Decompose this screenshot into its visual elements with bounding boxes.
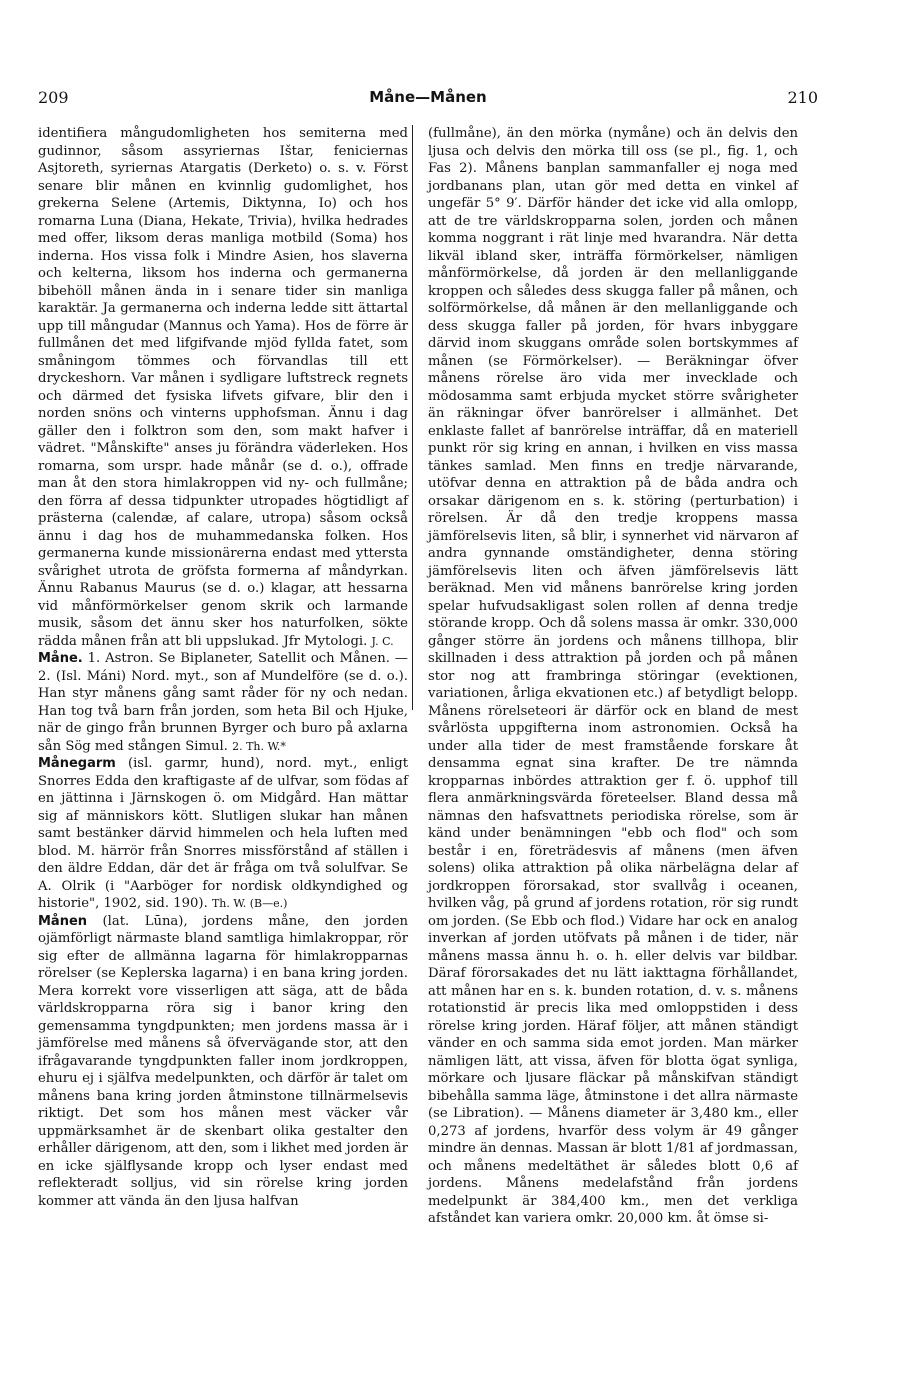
entry-text: (isl. garmr, hund), nord. myt., enligt Snorres Edda den kraftigaste af de ulfvar, som födas af en jättinna i Järnskogen ö. om Midgård. Han mättar sig af människors kött. Slutligen slukar han månen samt bestänker därvid himmelen och hela luften med blod. M. härrör från Snorres missförstånd af ställen i den äldre Eddan, där det är fråga om två solulfvar. Se A. Olrik (i "Aarböger for nordisk oldkyndighed og historie", 1902, sid. 190).: [38, 756, 408, 911]
paragraph-text: identifiera mångudomligheten hos semiterna med gudinnor, såsom assyriernas Ištar, feniciernas Asjtoreth, syriernas Atargatis (Derketo) o. s. v. Först senare blir månen en kvinnlig gudomlighet, hos grekerna Selene (Artemis, Diktynna, Io) och hos romarna Luna (Diana, Hekate, Trivia), hvilka hedrades med offer, liksom deras manliga motbild (Soma) hos inderna. Hos vissa folk i Mindre Asien, hos slaverna och kelterna, liksom hos inderna och germanerna bibehöll månen ända in i senare tider sin manliga karaktär. Ja germanerna och inderna ledde sitt ättartal upp till mångudar (Mannus och Yama). Hos de förre är fullmånen det med lifgifvande mjöd fyllda fatet, som småningom tömmes och förvandlas till ett dryckeshorn. Var månen i sydligare luftstreck regnets och därmed det fysiska lifvets gifvare, blir den i norden snöns och vinterns upphofsman. Ännu i dag gäller den i folktron som den, som makt hafver i vädret. "Månskifte" anses ju förändra väderleken. Hos romarna, som urspr. hade månår (se d. o.), offrade man åt den stora himlakroppen vid ny- och fullmåne; den förra af dessa tidpunkter utropades högtidligt af prästerna (calendæ, af calare, utropa) såsom också ännu i dag hos de muhammedanska folken. Hos germanerna kunde missionärerna endast med yttersta svårighet utrota de gröfsta formerna af måndyrkan. Ännu Rabanus Maurus (se d. o.) klagar, att hessarna vid månförmörkelser genom skrik och larmande musik, såsom det ännu sker hos naturfolken, sökte rädda månen från att bli uppslukad. Jfr Mytologi.: [38, 126, 408, 649]
author-signature: 2. Th. W.*: [232, 739, 286, 753]
article-paragraph: [428, 125, 798, 1228]
paragraph-text: (fullmåne), än den mörka (nymåne) och än delvis den ljusa och delvis den mörka till oss (se pl., fig. 1, och Fas 2). Månens banplan sammanfaller ej noga med jordbanans plan, utan gör med detta en vinkel af ungefär 5° 9′. Därför händer det icke vid alla omlopp, att de tre världskropparna solen, jorden och månen komma noggrant i rät linje med hvarandra. När detta likväl ibland sker, inträffa förmörkelser, nämligen månförmörkelse, då jorden är den mellanliggande kroppen och således dess skugga faller på månen, och solförmörkelse, då månen är den mellanliggande och dess skugga faller på jorden, för hvars inbyggare därvid inom skuggans område solen bortskymmes af månen (se Förmörkelser). — Beräkningar öfver månens rörelse äro vida mer invecklade och mödosamma samt erbjuda mycket större svårigheter än räkningar öfver banrörelser i allmänhet. Det enklaste fallet af banrörelse inträffar, då en materiell punkt rör sig kring en annan, i hvilken en viss massa tänkes samlad. Men finns en tredje närvarande, utöfvar denna en attraktion på de båda andra och orsakar därigenom en s. k. störing (perturbation) i rörelsen. Är då den tredje kroppens massa jämförelsevis liten, så blir, i synnerhet vid närvaron af andra gynnande omständigheter, denna störing jämförelsevis liten och äfven jämförelsevis lätt beräknad. Men vid månens banrörelse kring jorden spelar hufvudsakligast solen rollen af denna tredje störande kropp. Och då solens massa är omkr. 330,000 gånger större än jordens och månens tillhopa, blir skillnaden i dess attraktion på jorden och på månen stor nog att frambringa störingar (evektionen, variationen, årliga ekvationen etc.) af betydligt belopp. Månens rörelseteori är därför ock en bland de mest svårlösta uppgifterna inom astronomien. Också ha under alla tider de mest framstående forskare åt densamma egnat sina krafter. De tre nämnda kropparnas inbördes attraktion ger f. ö. upphof till flera anmärkningsvärda företeelser. Bland dessa må nämnas den hafsvattnets periodiska rörelse, som är känd under benämningen "ebb och flod" och som består i en, företrädesvis af månens (men äfven solens) olika attraktion på olika närbelägna delar af jordkroppen förorsakad, stor svallvåg i oceanen, hvilken våg, på grund af jordens rotation, rör sig rundt om jorden. (Se Ebb och flod.) Vidare har ock en analog inverkan af jorden utöfvats på månen i de tider, när månens massa ännu h. o. h. eller delvis var bildbar. Däraf förorsakades det nu lätt iakttagna förhållandet, att månen har en s. k. bunden rotation, d. v. s. månens rotationstid är precis lika med omloppstiden i dess rörelse kring jorden. Häraf följer, att månen ständigt vänder en och samma sida emot jorden. Man märker nämligen lätt, att vissa, äfven för blotta ögat synliga, mörkare och ljusare fläckar på månskifvan ständigt bibehålla samma läge, åtminstone i det allra närmaste (se Libration). — Månens diameter är 3,480 km., eller 0,273 af jordens, hvarför dess volym är 49 gånger mindre än dennas. Massan är blott 1/81 af jordmassan, och månens medeltäthet är således blott 0,6 af jordens. Månens medelafstånd från jordens medelpunkt är 384,400 km., men det verkliga afståndet kan variera omkr. 20,000 km. åt ömse si-: [428, 126, 798, 1226]
article-entry: [38, 755, 408, 913]
author-signature: J. C.: [371, 634, 394, 648]
entry-text: (lat. Lūna), jordens måne, den jorden ojämförligt närmaste bland samtliga himlakroppar, rör sig efter de allmänna lagarna för himlakropparnas rörelser (se Keplerska lagarna) i en bana kring jorden. Mera korrekt vore visserligen att säga, att de båda världskropparna röra sig i banor kring den gemensamma tyngdpunkten; men jordens massa är i jämförelse med månens så öfvervägande stor, att den ifrågavarande tyngdpunkten faller inom jordkroppen, ehuru ej i själfva medelpunkten, och därför är talet om månens bana kring jorden åtminstone tillnärmelsevis riktigt. Det som hos månen mest väcker vår uppmärksamhet är de skenbart olika gestalter den erhåller därigenom, att den, som i likhet med jorden är en icke själflysande kropp och lyser endast med reflekteradt solljus, vid sin rörelse kring jorden kommer att vända än den ljusa halfvan: [38, 913, 408, 1209]
page-number-left: 209: [38, 88, 69, 107]
entry-headword: Månegarm: [38, 756, 116, 771]
entry-headword: Måne.: [38, 651, 83, 666]
column-divider: [412, 125, 413, 710]
article-entry: [38, 913, 408, 1211]
entry-headword: Månen: [38, 913, 88, 929]
right-column: [428, 125, 798, 1228]
left-column: [38, 125, 408, 1210]
page-header: [38, 88, 818, 112]
page-number-right: 210: [787, 88, 818, 107]
author-signature: Th. W. (B—e.): [211, 897, 288, 910]
entry-text: 1. Astron. Se Biplaneter, Satellit och Månen. — 2. (Isl. Máni) Nord. myt., son af Mundelföre (se d. o.). Han styr månens gång samt råder för ny och nedan. Han tog två barn från jorden, som heta Bil och Hjuke, när de gingo från brunnen Byrger och buro på axlarna sån Sög med stången Simul.: [38, 651, 408, 754]
running-title: Måne—Månen: [369, 88, 487, 106]
article-entry: [38, 650, 408, 755]
article-paragraph: [38, 125, 408, 650]
